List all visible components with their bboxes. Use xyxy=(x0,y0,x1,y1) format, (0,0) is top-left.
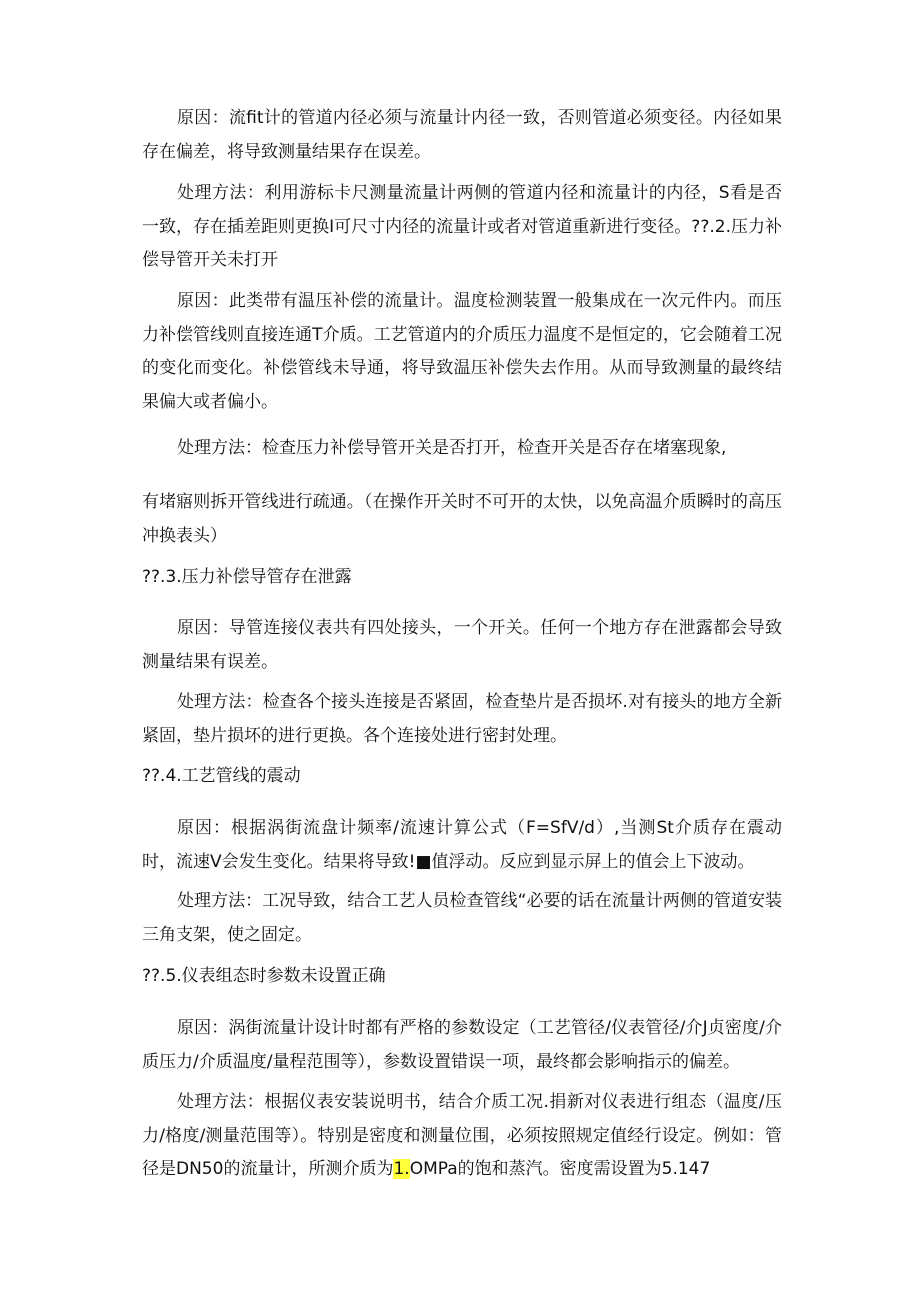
paragraph-cause-parameters: 原因：涡街流量计设计时都有严格的参数设定（工艺管径/仪表管径/介J贞密度/介质压力/介质温度/量程范围等），参数设置错误一项，最终都会影响指示的偏差。 xyxy=(142,1018,782,1072)
paragraph-method-parameters-text: 处理方法：根据仪表安装说明书，结合介质工况.捐新对仪表进行组态（温度/压力/格度/测量范围等）。特别是密度和测量位围，必须按照规定值经行设定。例如：管径是DN50的流量计，所测介质为 xyxy=(142,1092,782,1179)
paragraph-method-parameters-tail: OMPa的饱和蒸汽。密度需设置为5.147 xyxy=(409,1159,711,1179)
paragraph-cause-inner-diameter: 原因：流fit计的管道内径必须与流量计内径一致，否则管道必须变径。内径如果存在偏差，将导致测量结果存在误差。 xyxy=(142,108,782,162)
paragraph-method-vibration: 处理方法：工况导致，结合工艺人员检查管线“必要的话在流量计两侧的管道安装三角支架，使之固定。 xyxy=(142,891,782,945)
section-heading-leakage: ??.3.压力补偿导管存在泄露 xyxy=(142,567,352,587)
section-heading-parameters: ??.5.仪表组态时参数未设置正确 xyxy=(142,966,386,986)
paragraph-cause-vibration: 原因：根据涡街流盘计频率/流速计算公式（F=SfV/d）,当测St介质存在震动时，流速V会发生变化。结果将导致!■值浮动。反应到显示屏上的值会上下波动。 xyxy=(142,818,782,872)
section-heading-vibration: ??.4.工艺管线的震动 xyxy=(142,766,301,786)
paragraph-method-parameters xyxy=(142,1086,782,1187)
paragraph-method-leakage: 处理方法：检查各个接头连接是否紧固，检查垫片是否损坏.对有接头的地方全新紧固，垫片损坏的进行更换。各个连接处进行密封处理。 xyxy=(142,692,782,746)
paragraph-method-pressure-switch: 处理方法：检查压力补偿导管开关是否打开，检查开关是否存在堵塞现象, xyxy=(177,438,727,458)
paragraph-cause-pressure-switch: 原因：此类带有温压补偿的流量计。温度检测装置一般集成在一次元件内。而压力补偿管线则直接连通T介质。工艺管道内的介质压力温度不是恒定的，它会随着工况的变化而变化。补偿管线未导通，将导致温压补偿失去作用。从而导致测量的最终结果偏大或者偏小。 xyxy=(142,291,782,412)
paragraph-method-inner-diameter: 处理方法：利用游标卡尺测量流量计两侧的管道内径和流量计的内径，S看是否一致，存在插差距则更换I可尺寸内径的流量计或者对管道重新进行变径。??.2.压力补偿导管开关未打开 xyxy=(142,183,782,270)
paragraph-cause-leakage: 原因：导管连接仪表共有四处接头，一个开关。任何一个地方存在泄露都会导致测量结果有误差。 xyxy=(142,618,782,672)
highlighted-text: 1. xyxy=(393,1159,410,1179)
paragraph-method-pressure-switch-continued: 有堵寤则拆开管线进行疏通。（在操作开关时不可开的太快，以免高温介质瞬时的高压冲换表头） xyxy=(142,492,782,546)
